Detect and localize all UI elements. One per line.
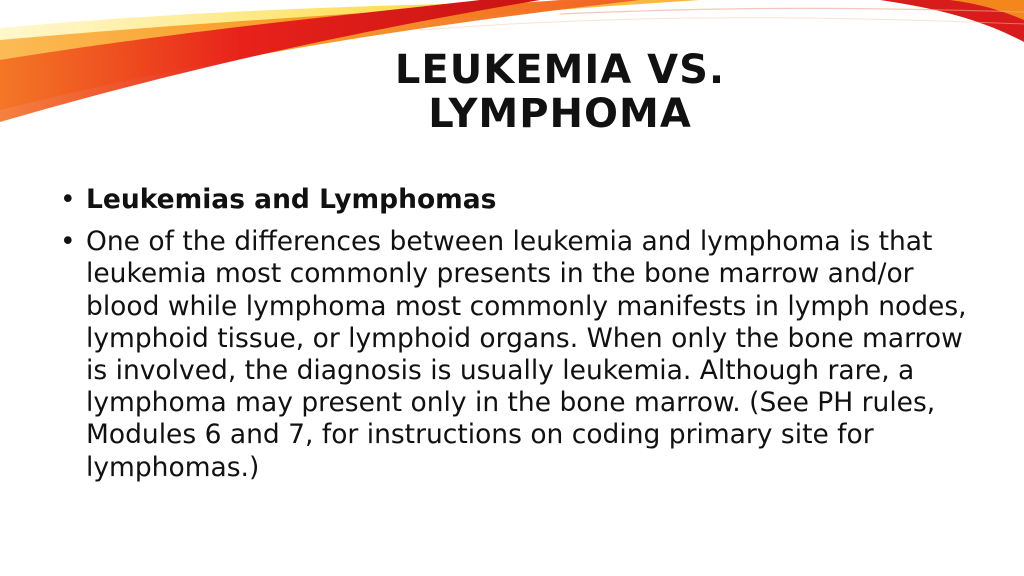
bullet-item-heading bbox=[60, 184, 970, 216]
bullet-paragraph-text: One of the differences between leukemia and lymphoma is that leukemia most commonly presents in the bone marrow and/or blood while lymphoma most commonly manifests in lymph nodes, lymphoid tissue, or lymphoid organs. When only the bone marrow is involved, the diagnosis is usually leukemia. Although rare, a lymphoma may present only in the bone marrow. (See PH rules, Modules 6 and 7, for instructions on coding primary site for lymphomas.) bbox=[86, 226, 967, 483]
bullet-item-paragraph bbox=[60, 226, 970, 484]
title-line-2: LYMPHOMA bbox=[428, 91, 692, 137]
title-line-1: LEUKEMIA VS. bbox=[394, 47, 726, 93]
slide-title bbox=[300, 48, 820, 136]
bullet-glyph: • bbox=[60, 226, 76, 258]
bullet-list bbox=[60, 184, 970, 494]
bullet-heading-text: Leukemias and Lymphomas bbox=[86, 184, 497, 215]
ribbon-thin-line-2 bbox=[420, 18, 1024, 30]
bullet-glyph: • bbox=[60, 184, 76, 215]
